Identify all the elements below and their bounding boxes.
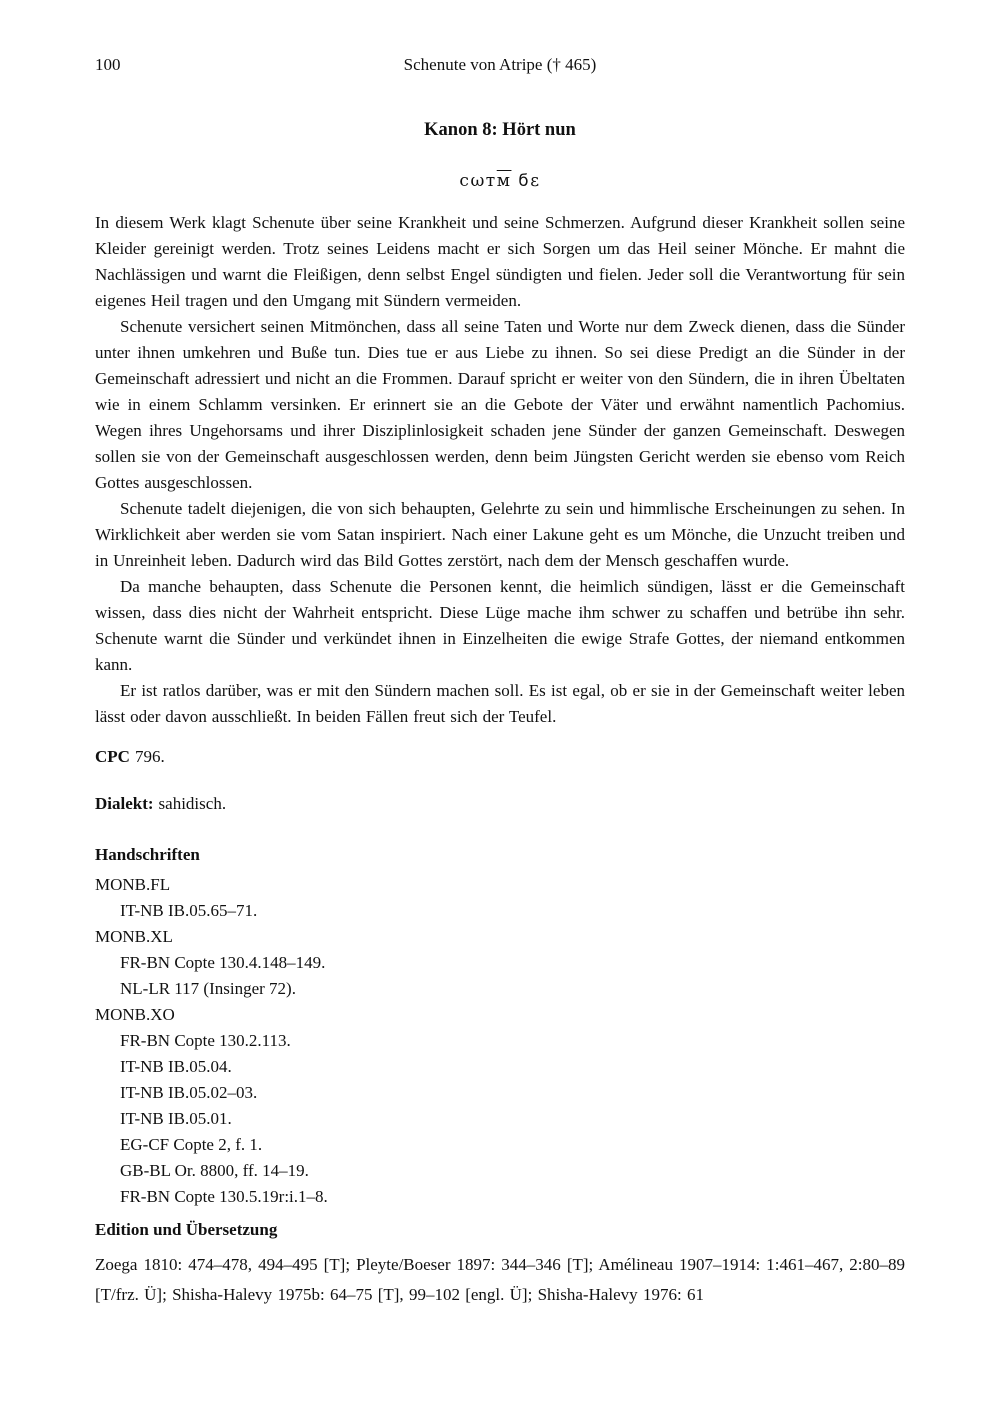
manuscript-shelfmark: NL-LR 117 (Insinger 72). [120, 979, 296, 998]
edition-heading: Edition und Übersetzung [95, 1220, 278, 1239]
coptic-incipit-end: ϭε [511, 171, 541, 191]
cpc-reference [95, 744, 905, 770]
coptic-supralinear-stroke: м [496, 171, 512, 191]
manuscripts-list [95, 872, 905, 1210]
manuscript-shelfmark: FR-BN Copte 130.2.113. [120, 1031, 291, 1050]
cpc-value: 796. [134, 747, 165, 766]
manuscript-shelfmark: IT-NB IB.05.65–71. [120, 901, 258, 920]
summary-paragraph: Schenute versichert seinen Mitmönchen, dass all seine Taten und Worte nur dem Zweck dienen, dass die Sünder unter ihnen umkehren und Buße tun. Dies tue er aus Liebe zu ihnen. So sei diese Predigt an die Sünder in der Gemeinschaft adressiert und nicht an die Frommen. Darauf spricht er weiter von den Sündern, die in ihren Übeltaten wie in einem Schlamm versinken. Er erinnert sie an die Gebote der Väter und erwähnt namentlich Pachomius. Wegen ihres Ungehorsams und ihrer Disziplinlosigkeit schaden jene Sünder der ganzen Gemeinschaft. Deswegen sollen sie von der Gemeinschaft ausgeschlossen werden, denn beim Jüngsten Gericht werden sie ebenso vom Reich Gottes ausgeschlossen. [95, 317, 905, 492]
page-number: 100 [95, 55, 121, 74]
summary-paragraph: Da manche behaupten, dass Schenute die Personen kennt, die heimlich sündigen, lässt er die Gemeinschaft wissen, dass dies nicht der Wahrheit entspricht. Diese Lüge mache ihm schwer zu schaffen und betrübe ihn sehr. Schenute warnt die Sünder und verkündet ihnen in Einzelheiten die ewige Strafe Gottes, der niemand entkommen kann. [95, 577, 905, 674]
manuscript-shelfmark: FR-BN Copte 130.4.148–149. [120, 953, 326, 972]
summary-paragraph: Schenute tadelt diejenigen, die von sich behaupten, Gelehrte zu sein und himmlische Erscheinungen zu sehen. In Wirklichkeit aber werden sie vom Satan inspiriert. Nach einer Lakune geht es um Mönche, die Unzucht treiben und in Unreinheit leben. Dadurch wird das Bild Gottes zerstört, nach dem der Mensch geschaffen wurde. [95, 499, 905, 570]
manuscripts-heading: Handschriften [95, 845, 200, 864]
dialect-line [95, 791, 905, 817]
manuscript-codex: MONB.XL [95, 927, 173, 946]
summary-paragraph: In diesem Werk klagt Schenute über seine Krankheit und seine Schmerzen. Aufgrund dieser Krankheit sollen seine Kleider gereinigt werden. Trotz seines Leidens macht er sich Sorgen um das Heil seiner Mönche. Er mahnt die Nachlässigen und warnt die Fleißigen, denn selbst Engel sündigten und fielen. Jeder soll die Verantwortung für sein eigenes Heil tragen und den Umgang mit Sündern vermeiden. [95, 213, 905, 310]
manuscript-shelfmark: FR-BN Copte 130.5.19r:i.1–8. [120, 1187, 328, 1206]
manuscript-shelfmark: IT-NB IB.05.02–03. [120, 1083, 258, 1102]
edition-bibliography: Zoega 1810: 474–478, 494–495 [T]; Pleyte/Boeser 1897: 344–346 [T]; Amélineau 1907–1914: 1:461–467, 2:80–89 [T/frz. Ü]; Shisha-Halevy 1975b: 64–75 [T], 99–102 [engl. Ü]; Shisha-Halevy 1976: 61 [95, 1255, 905, 1304]
manuscript-shelfmark: EG-CF Copte 2, f. 1. [120, 1135, 263, 1154]
summary-paragraph: Er ist ratlos darüber, was er mit den Sündern machen soll. Es ist egal, ob er sie in der Gemeinschaft weiter leben lässt oder davon ausschließt. In beiden Fällen freut sich der Teufel. [95, 681, 905, 726]
dialect-value: sahidisch. [158, 794, 227, 813]
summary-section [95, 210, 905, 730]
manuscript-codex: MONB.XO [95, 1005, 175, 1024]
manuscript-shelfmark: IT-NB IB.05.04. [120, 1057, 232, 1076]
manuscript-shelfmark: IT-NB IB.05.01. [120, 1109, 232, 1128]
dialect-label: Dialekt: [95, 794, 154, 813]
coptic-incipit [95, 169, 905, 193]
kanon-title: Kanon 8: Hört nun [424, 120, 576, 140]
manuscript-codex: MONB.FL [95, 875, 171, 894]
cpc-label: CPC [95, 747, 130, 766]
running-title: Schenute von Atripe († 465) [403, 55, 597, 74]
running-head [95, 54, 905, 76]
coptic-incipit-start: ϲωт [459, 171, 497, 191]
manuscript-shelfmark: GB-BL Or. 8800, ff. 14–19. [120, 1161, 309, 1180]
